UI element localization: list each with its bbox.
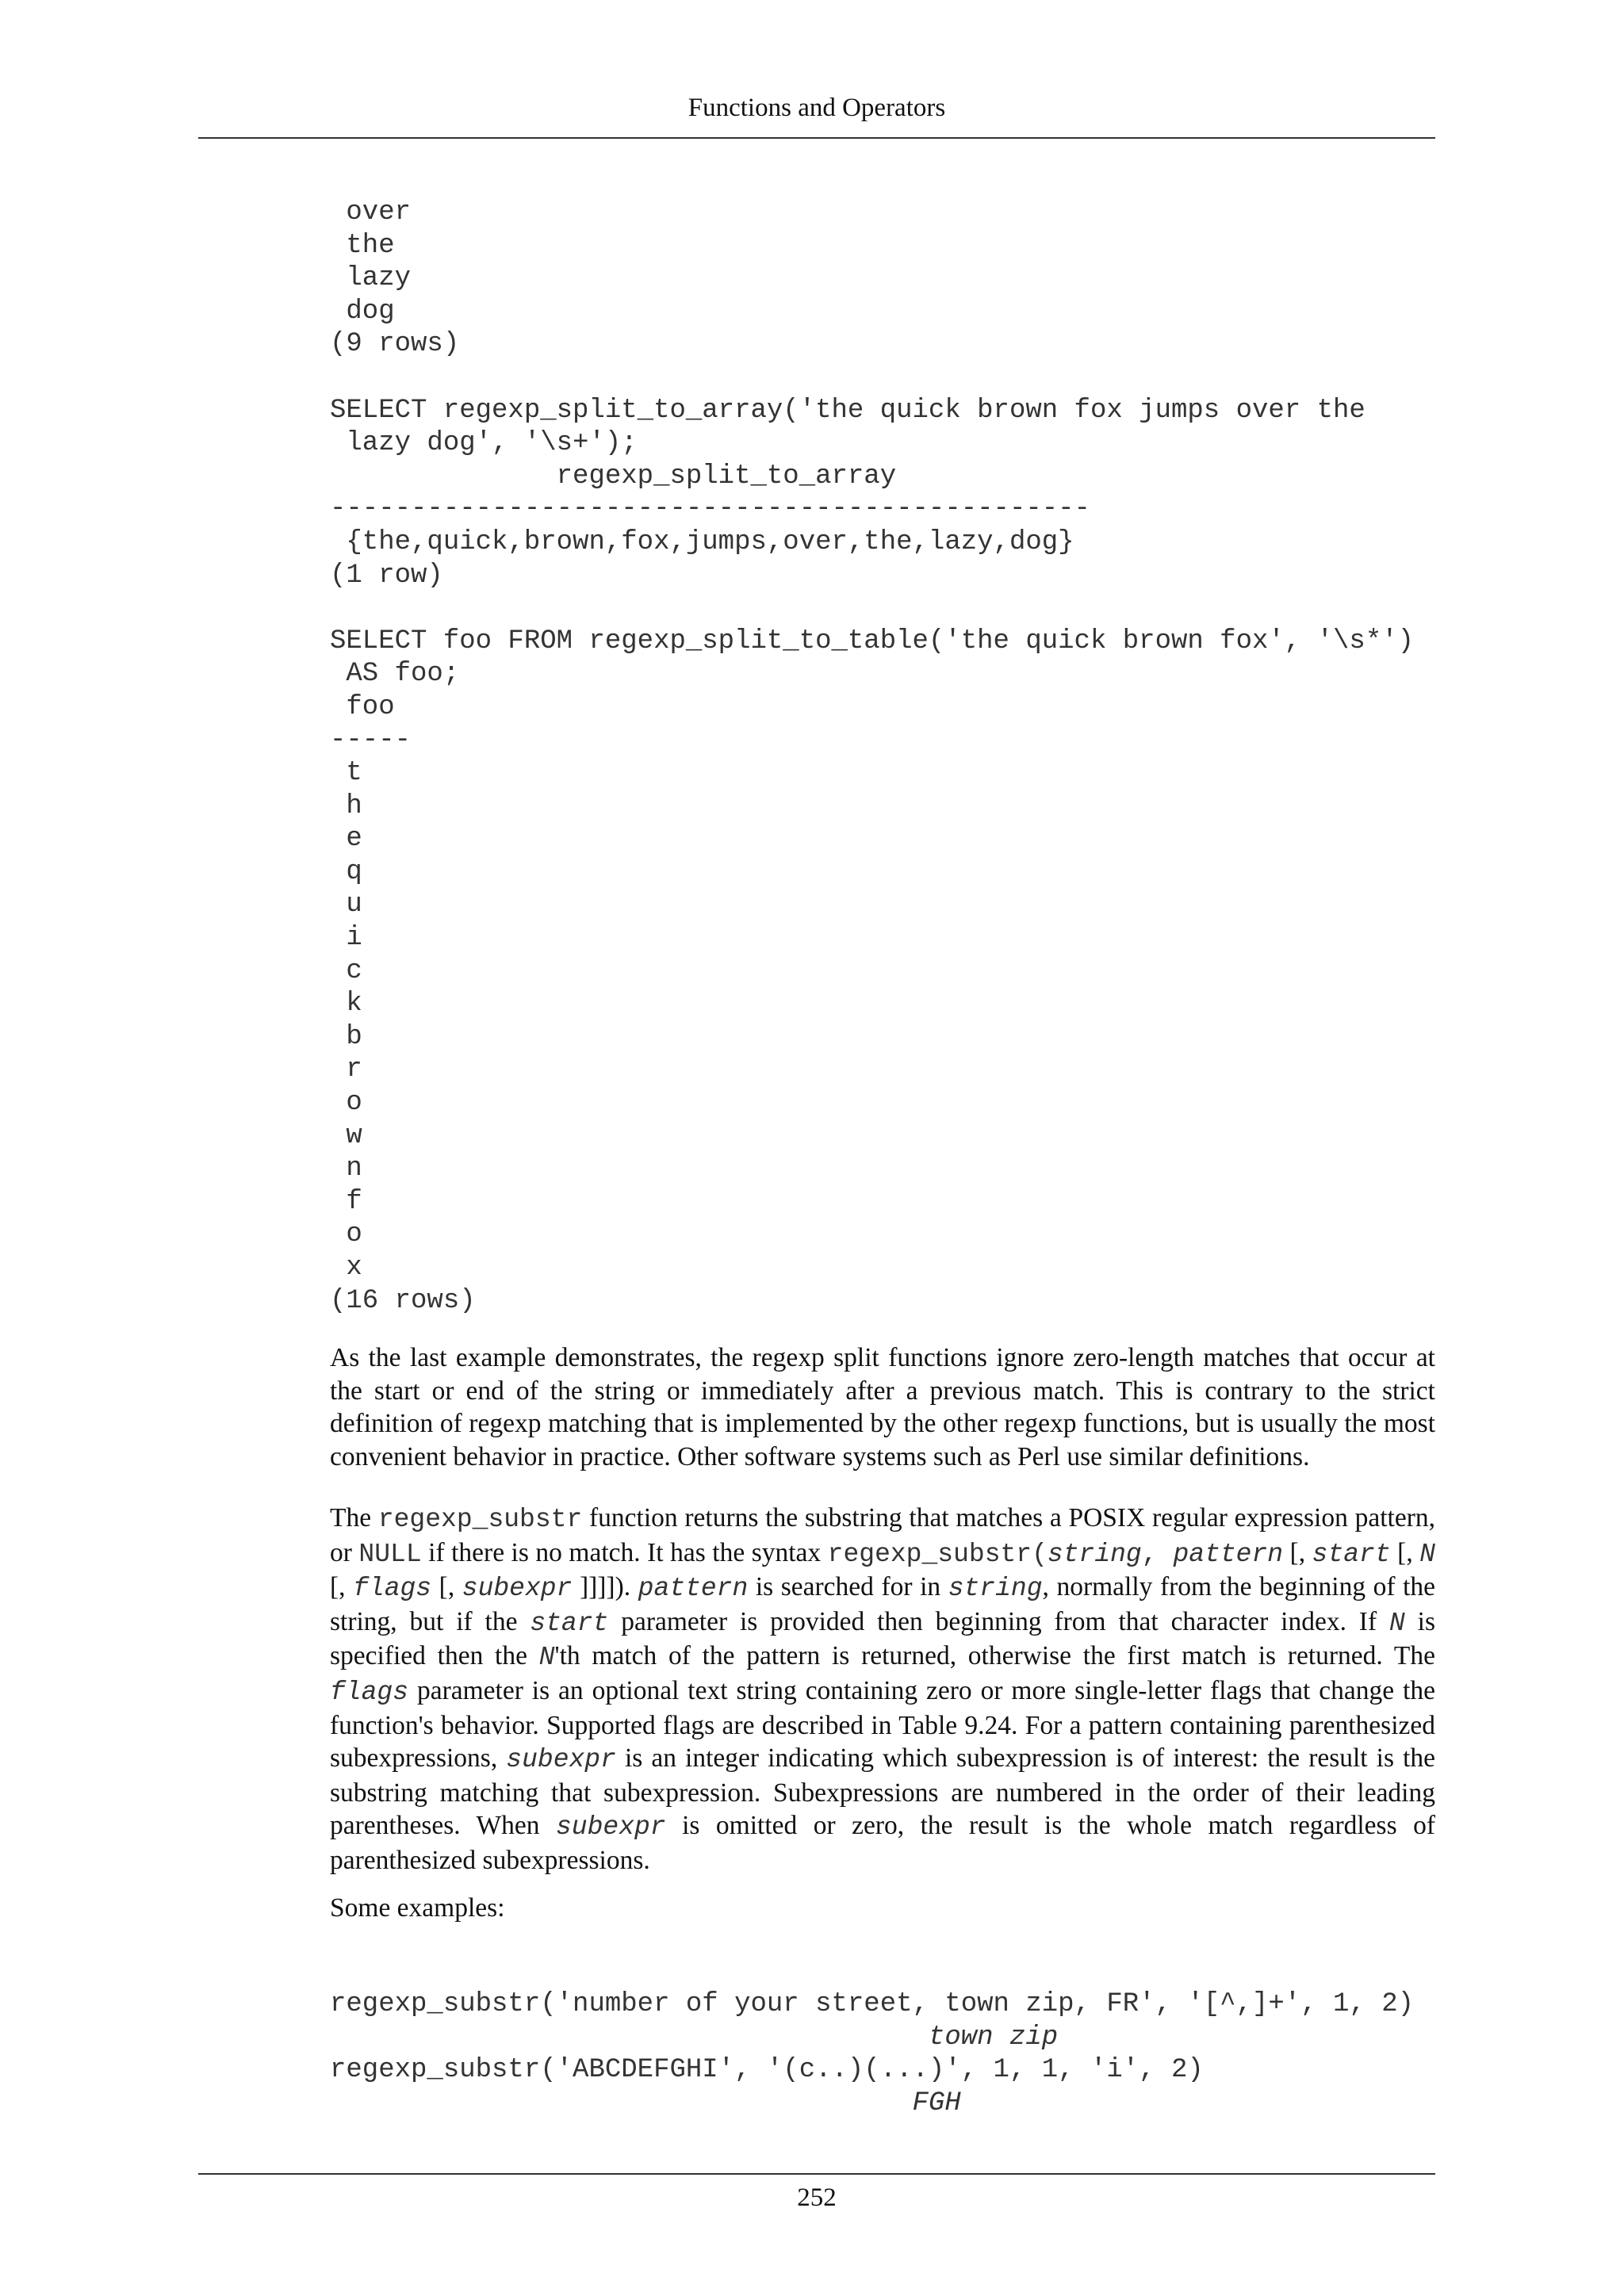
code-line: (9 rows) [330,329,460,360]
text-run: parameter is provided then beginning from that character index. If [608,1606,1389,1636]
parameter-name: N [1419,1539,1436,1569]
page-number: 252 [797,2183,837,2212]
paragraph-regexp-substr [330,1502,1435,1877]
paragraph-some-examples: Some examples: [330,1893,505,1923]
header-rule [198,137,1435,139]
text-run: is omitted or zero, the result is the whole match regardless of parenthesized subexpressions. [330,1811,1435,1875]
code-result-line: FGH [330,2087,961,2118]
code-block-split-examples [330,197,1414,1318]
text-run: if there is no match. It has the syntax [421,1537,828,1567]
code-line: SELECT regexp_split_to_array('the quick brown fox jumps over the [330,395,1365,426]
code-line: dog [330,296,395,327]
code-line: e [330,824,362,855]
text-run: The [330,1503,378,1533]
code-line: regexp_substr('ABCDEFGHI', '(c..)(...)', 1, 1, 'i', 2) [330,2055,1204,2086]
code-line: regexp_substr('number of your street, town zip, FR', '[^,]+', 1, 2) [330,1989,1415,2019]
code-line: ----- [330,725,412,756]
parameter-name: subexpr [555,1812,666,1843]
code-result-line: town zip [330,2022,1059,2053]
text-run: parameter is an optional text string containing zero or more single-letter flags that change the function's behavior. Supported flags are described in Table 9.24. For a pattern containing parenthesized subexpressions, [330,1675,1435,1774]
code-line: {the,quick,brown,fox,jumps,over,the,lazy,dog} [330,526,1074,557]
code-line: (1 row) [330,560,443,591]
code-line: w [330,1120,362,1151]
parameter-name: pattern [638,1574,749,1604]
footer-rule [198,2173,1435,2175]
text-run: function returns the substring that matches a POSIX regular expression pattern, or [330,1503,1435,1567]
code-line: r [330,1054,362,1085]
inline-code: regexp_substr [377,1505,583,1534]
paragraph-split-behavior: As the last example demonstrates, the regexp split functions ignore zero-length matches that occur at the start or end of the string or immediately after a previous match. This is contrary to the strict definition of regexp matching that is implemented by the other regexp functions, but is usually the most convenient behavior in practice. Other software systems such as Perl use similar definitions. [330,1343,1435,1471]
code-line: the [330,230,395,261]
code-line: u [330,890,362,920]
code-line: ----------------------------------------------- [330,494,1090,525]
code-line [330,592,1414,626]
code-line: SELECT foo FROM regexp_split_to_table('the quick brown fox', '\s*') [330,626,1415,656]
parameter-name: N [538,1643,555,1673]
parameter-name: subexpr [462,1574,573,1604]
parameter-name: string [1047,1539,1142,1569]
code-line: regexp_split_to_array [330,461,897,492]
code-line: (16 rows) [330,1285,476,1316]
text-run: [, [1283,1537,1312,1567]
parameter-name: subexpr [506,1745,616,1775]
code-line: o [330,1219,362,1250]
inline-code: NULL [358,1539,422,1569]
text-run: ]]]]). [572,1572,638,1602]
parameter-name: start [1312,1539,1391,1569]
parameter-name: pattern [1173,1539,1284,1569]
code-line: o [330,1088,362,1119]
code-line: over [330,197,412,228]
inline-code: , [1141,1539,1174,1569]
text-run: is specified then the [330,1606,1435,1671]
text-run: is searched for in [748,1572,948,1602]
code-line: c [330,955,362,986]
code-line: h [330,790,362,821]
code-line: k [330,989,362,1020]
running-header: Functions and Operators [688,94,946,122]
code-line: t [330,758,362,789]
text-run: [, [431,1572,462,1602]
code-line: lazy dog', '\s+'); [330,428,638,459]
parameter-name: N [1388,1608,1405,1638]
parameter-name: flags [353,1574,432,1604]
inline-code: regexp_substr( [827,1539,1048,1569]
code-line: f [330,1186,362,1217]
code-line: i [330,923,362,954]
text-run: [, [1390,1537,1420,1567]
code-line: q [330,856,362,887]
parameter-name: string [948,1574,1043,1604]
code-line: AS foo; [330,659,460,690]
code-line: b [330,1021,362,1052]
code-block-substr-examples [330,1988,1414,2120]
text-run: 'th match of the pattern is returned, otherwise the first match is returned. The [554,1641,1435,1671]
text-run: [, [330,1572,354,1602]
code-line: lazy [330,263,412,294]
code-line: n [330,1154,362,1184]
text-run: is an integer indicating which subexpression is of interest: the result is the substring matching that subexpression. Subexpressions are numbered in the order of their leading parentheses. When [330,1743,1435,1841]
parameter-name: start [530,1608,609,1638]
code-line: x [330,1253,362,1283]
parameter-name: flags [330,1677,409,1707]
text-run: , normally from the beginning of the string, but if the [330,1572,1436,1636]
code-line: foo [330,691,395,722]
code-line [330,362,1414,395]
